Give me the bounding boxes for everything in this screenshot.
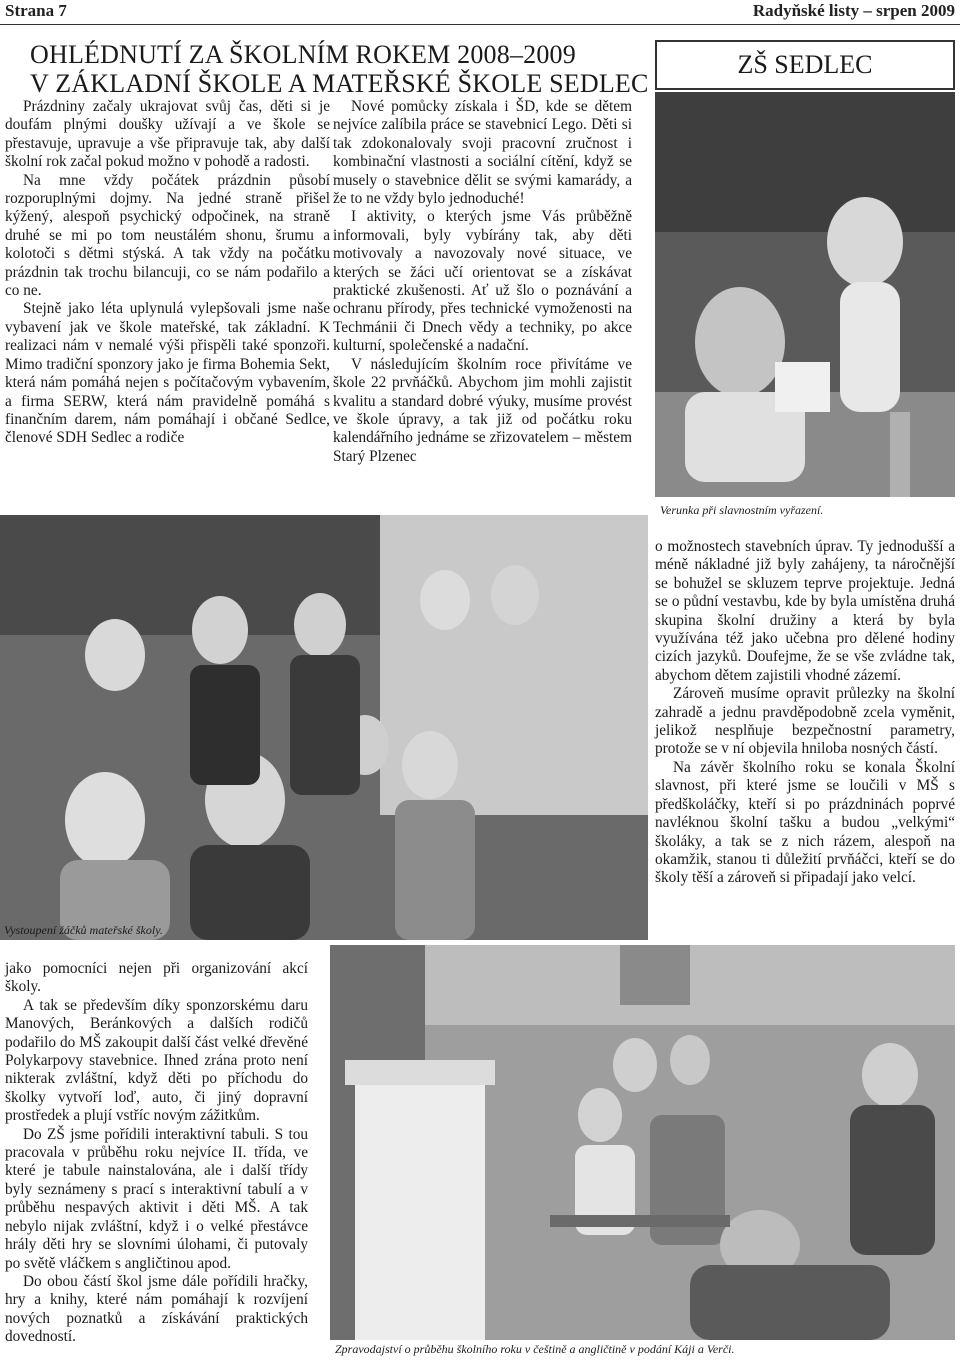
paragraph: Na závěr školního roku se konala Školní slavnost, při které jsme se loučili v MŠ s předškoláčky, kteří si po prázdninách poprvé navléknou školní tašku a budou „velkými“ školáky, a tak se z nich rázem, alespoň na okamžik, stanou ti důležití prvňáčci, kteří se do školy těší a zároveň si připadají jako velcí.: [655, 758, 955, 887]
photo-caption: Zpravodajství o průběhu školního roku v češtině a angličtině v podání Káji a Verči.: [335, 1341, 955, 1357]
photo-news-performance: [330, 945, 955, 1340]
paragraph: Do obou částí škol jsme dále pořídili hračky, hry a knihy, které nám pomáhají k rozvíjení nových poznatků a získávání praktických dovedností.: [5, 1272, 308, 1346]
article-column-3: [655, 538, 955, 888]
paragraph: A tak se především díky sponzorskému daru Manových, Beránkových a dalších rodičů podařilo do MŠ zakoupit další část velké dřevěné Polykarpovy stavebnice. Ihned zrána proto není nikterak zvláštní, když děti po příchodu do školky vytvoří loď, auto, či jiný dopravní prostředek a plují vstříc novým zážitkům.: [5, 996, 308, 1125]
header-divider: [0, 24, 960, 25]
paragraph: I aktivity, o kterých jsme Vás průběžně informovali, byly vybírány tak, aby děti motivovaly a navozovaly nové situace, ve kterých se žáci učí orientovat se a získávat praktické zkušenosti. Ať už šlo o poznávání a ochranu přírody, přes technické vymoženosti na Techmánii či Dnech vědy a techniky, po akce kulturní, společenské a nadační.: [333, 208, 632, 355]
paragraph: Zároveň musíme opravit průlezky na školní zahradě a jednu pravděpodobně zcela vyměnit, jelikož nesplňuje bezpečnostní parametry, protože se v ní objevila hniloba nosných částí.: [655, 685, 955, 758]
page-number: Strana 7: [5, 1, 67, 20]
paragraph: Do ZŠ jsme pořídili interaktivní tabuli. S tou pracovala v průběhu roku nejvíce II. třída, ve které je tabule nainstalována, ale i další třídy byly seznámeny s prací s interaktivní tabulí a v průběhu nespavých aktivit i děti MŠ. A tak nebylo nijak zvláštní, když i o velké přestávce hrály děti hry se slovními úlohami, či putovaly po světě vláčkem s angličtinou apod.: [5, 1125, 308, 1272]
paragraph: Prázdniny začaly ukrajovat svůj čas, děti si je doufám plnými doušky užívají a ve škole se přestavuje, upravuje a vše připravuje tak, aby další školní rok začal pokud možno v pohodě a radosti.: [5, 98, 330, 171]
photo-caption: Verunka při slavnostním vyřazení.: [660, 502, 955, 518]
section-tag: ZŠ SEDLEC: [655, 40, 955, 90]
paragraph: Stejně jako léta uplynulá vylepšovali jsme naše vybavení jak ve škole mateřské, tak základní. K realizaci nám v nemalé výši přispěli také sponzoři. Mimo tradiční sponzory jako je firma Bohemia Sekt, která nám pomáhá nejen s počítačovým vybavením, a firma SERW, která nám pravidelně pomáhá s finančním darem, nám pomáhají i občané Sedlce, členové SDH Sedlec a rodiče: [5, 300, 330, 447]
newsletter-issue: Radyňské listy – srpen 2009: [752, 1, 955, 20]
photo-girl-ceremony: [655, 92, 955, 497]
paragraph: jako pomocníci nejen při organizování akcí školy.: [5, 960, 308, 996]
article-title-line-2: V ZÁKLADNÍ ŠKOLE A MATEŘSKÉ ŠKOLE SEDLEC: [30, 69, 649, 98]
paragraph: Nové pomůcky získala i ŠD, kde se dětem nejvíce zalíbila práce se stavebnicí Lego. Děti si tak zdokonalovaly svoji pracovní zručnost i kombinační vlastnosti a sociální cítění, když se musely o stavebnice dělit se svými kamarády, a že to ne vždy bylo jednoduché!: [333, 98, 632, 208]
paragraph: Na mne vždy počátek prázdnin působí rozporuplnými dojmy. Na jedné straně přišel kýžený, alespoň psychický odpočinek, na straně druhé se mi po tom neustálém shonu, šrumu a kolotoči s dětmi stýská. A tak vždy na počátku prázdnin tak trochu bilancuji, co se nám podařilo a co ne.: [5, 171, 330, 300]
paragraph: o možnostech stavebních úprav. Ty jednodušší a méně nákladné již byly zahájeny, ta náročnější se bohužel se skluzem teprve projektuje. Jedná se o půdní vestavbu, kde by byla umístěna druhá skupina školní družiny a která by byla využívána též jako učebna pro dělené hodiny cizích jazyků. Doufejme, že se vše zvládne tak, abychom dětem zajistili vhodné zázemí.: [655, 538, 955, 684]
paragraph: V následujícím školním roce přivítáme ve škole 22 prvňáčků. Abychom jim mohli zajistit kvalitu a standard dobré výuky, musíme provést ve škole úpravy, a tak již od počátku roku kalendářního jednáme se zřizovatelem – městem Starý Plzenec: [333, 355, 632, 465]
photo-caption: Vystoupení žáčků mateřské školy.: [4, 923, 163, 937]
article-title-line-1: OHLÉDNUTÍ ZA ŠKOLNÍM ROKEM 2008–2009: [30, 40, 576, 69]
photo-kindergarten-performance: [0, 515, 648, 940]
article-column-2: [333, 98, 632, 466]
article-column-4: [5, 960, 308, 1347]
article-column-1: [5, 98, 330, 448]
article-title: [30, 40, 650, 98]
